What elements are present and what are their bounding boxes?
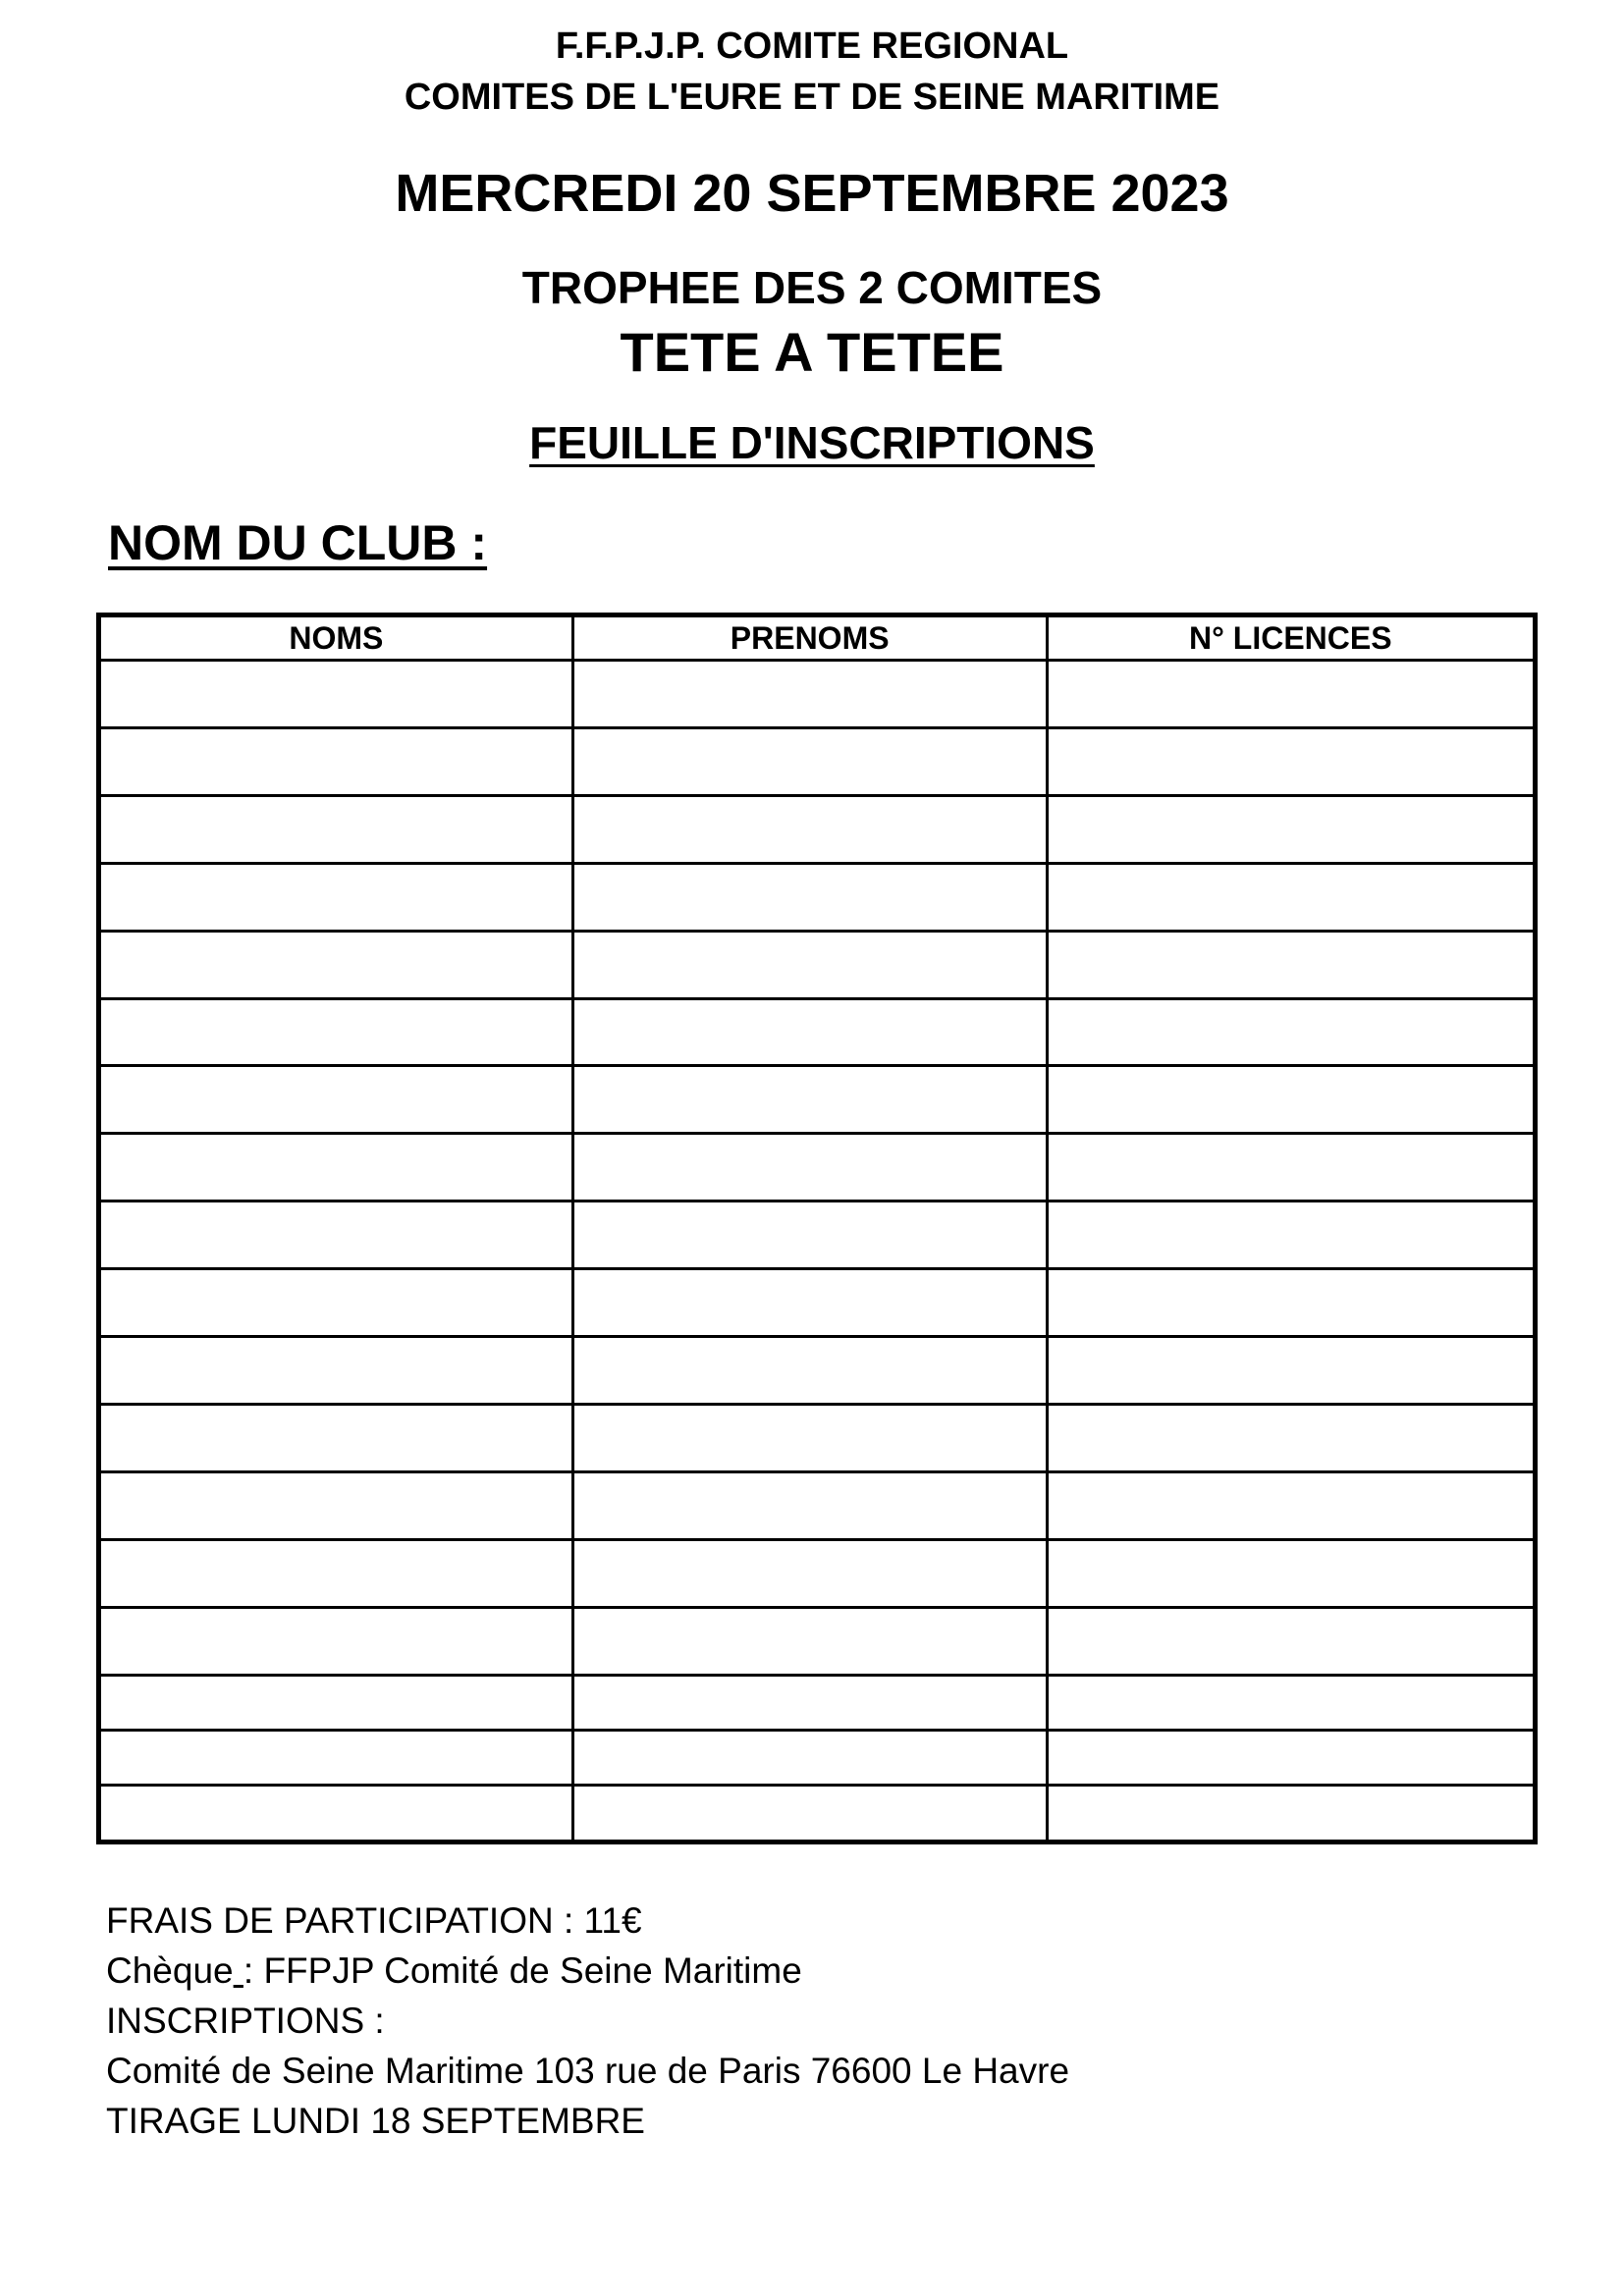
cell-licence[interactable]: [1047, 1269, 1535, 1337]
table-row: [99, 727, 1536, 795]
column-header-noms: NOMS: [99, 615, 573, 661]
column-header-prenoms: PRENOMS: [572, 615, 1047, 661]
cell-prenom[interactable]: [572, 863, 1047, 931]
table-row: [99, 1404, 1536, 1471]
table-row: [99, 1730, 1536, 1785]
participation-fee: FRAIS DE PARTICIPATION : 11€: [106, 1900, 642, 1941]
inscriptions-address: Comité de Seine Maritime 103 rue de Paris 76600 Le Havre: [106, 2051, 1070, 2091]
cell-licence[interactable]: [1047, 1471, 1535, 1539]
table-row: [99, 1786, 1536, 1842]
cell-nom[interactable]: [99, 1201, 573, 1269]
table-row: [99, 795, 1536, 863]
cell-licence[interactable]: [1047, 1539, 1535, 1607]
trophy-title: TROPHEE DES 2 COMITES: [521, 262, 1103, 313]
table-row: [99, 998, 1536, 1066]
cell-nom[interactable]: [99, 1607, 573, 1675]
cell-licence[interactable]: [1047, 661, 1535, 728]
draw-date: TIRAGE LUNDI 18 SEPTEMBRE: [106, 2101, 645, 2141]
cell-prenom[interactable]: [572, 1730, 1047, 1785]
table-row: [99, 1675, 1536, 1730]
inscriptions-label: INSCRIPTIONS :: [106, 2001, 385, 2041]
cell-prenom[interactable]: [572, 1066, 1047, 1134]
cell-licence[interactable]: [1047, 1201, 1535, 1269]
cell-prenom[interactable]: [572, 1786, 1047, 1842]
sheet-title: FEUILLE D'INSCRIPTIONS: [529, 417, 1095, 468]
table-row: [99, 1201, 1536, 1269]
cell-licence[interactable]: [1047, 1066, 1535, 1134]
cell-nom[interactable]: [99, 1786, 573, 1842]
cell-prenom[interactable]: [572, 1404, 1047, 1471]
cell-nom[interactable]: [99, 1337, 573, 1405]
cell-nom[interactable]: [99, 661, 573, 728]
table-row: [99, 661, 1536, 728]
cell-nom[interactable]: [99, 795, 573, 863]
cell-licence[interactable]: [1047, 1786, 1535, 1842]
cell-licence[interactable]: [1047, 1607, 1535, 1675]
cell-nom[interactable]: [99, 1404, 573, 1471]
table-header-row: [99, 615, 1536, 661]
cell-prenom[interactable]: [572, 727, 1047, 795]
table-row: [99, 1066, 1536, 1134]
cell-prenom[interactable]: [572, 1675, 1047, 1730]
cell-licence[interactable]: [1047, 1134, 1535, 1201]
cell-nom[interactable]: [99, 1269, 573, 1337]
cell-licence[interactable]: [1047, 795, 1535, 863]
cell-licence[interactable]: [1047, 931, 1535, 998]
cell-nom[interactable]: [99, 1471, 573, 1539]
cell-prenom[interactable]: [572, 1337, 1047, 1405]
cell-licence[interactable]: [1047, 998, 1535, 1066]
table-row: [99, 931, 1536, 998]
cheque-underlined-space: [234, 1950, 244, 1991]
table-row: [99, 863, 1536, 931]
table-row: [99, 1337, 1536, 1405]
format-title: TETE A TETEE: [620, 321, 1004, 383]
club-name-label: NOM DU CLUB :: [108, 515, 488, 570]
cell-prenom[interactable]: [572, 661, 1047, 728]
column-header-licences: N° LICENCES: [1047, 615, 1535, 661]
table-row: [99, 1269, 1536, 1337]
cell-prenom[interactable]: [572, 998, 1047, 1066]
cell-prenom[interactable]: [572, 1539, 1047, 1607]
table-row: [99, 1539, 1536, 1607]
cell-prenom[interactable]: [572, 931, 1047, 998]
cell-prenom[interactable]: [572, 1201, 1047, 1269]
cell-licence[interactable]: [1047, 1337, 1535, 1405]
cell-nom[interactable]: [99, 998, 573, 1066]
cell-nom[interactable]: [99, 1134, 573, 1201]
cell-licence[interactable]: [1047, 1404, 1535, 1471]
cell-prenom[interactable]: [572, 795, 1047, 863]
cheque-label: Chèque: [106, 1950, 234, 1991]
table-row: [99, 1471, 1536, 1539]
table-row: [99, 1134, 1536, 1201]
cell-prenom[interactable]: [572, 1134, 1047, 1201]
cheque-line: [106, 1950, 802, 1992]
event-date: MERCREDI 20 SEPTEMBRE 2023: [395, 164, 1229, 223]
cell-prenom[interactable]: [572, 1269, 1047, 1337]
cell-nom[interactable]: [99, 1066, 573, 1134]
cell-prenom[interactable]: [572, 1607, 1047, 1675]
cell-nom[interactable]: [99, 863, 573, 931]
cell-licence[interactable]: [1047, 863, 1535, 931]
organization-line-2: COMITES DE L'EURE ET DE SEINE MARITIME: [404, 77, 1220, 118]
cheque-payee: : FFPJP Comité de Seine Maritime: [243, 1950, 802, 1991]
cell-nom[interactable]: [99, 727, 573, 795]
cell-nom[interactable]: [99, 1675, 573, 1730]
cell-licence[interactable]: [1047, 1675, 1535, 1730]
cell-nom[interactable]: [99, 1539, 573, 1607]
organization-line-1: F.F.P.J.P. COMITE REGIONAL: [555, 26, 1069, 67]
table-body: [99, 661, 1536, 1842]
cell-nom[interactable]: [99, 931, 573, 998]
cell-licence[interactable]: [1047, 727, 1535, 795]
cell-prenom[interactable]: [572, 1471, 1047, 1539]
table-row: [99, 1607, 1536, 1675]
cell-licence[interactable]: [1047, 1730, 1535, 1785]
registration-table: [96, 613, 1538, 1844]
cell-nom[interactable]: [99, 1730, 573, 1785]
